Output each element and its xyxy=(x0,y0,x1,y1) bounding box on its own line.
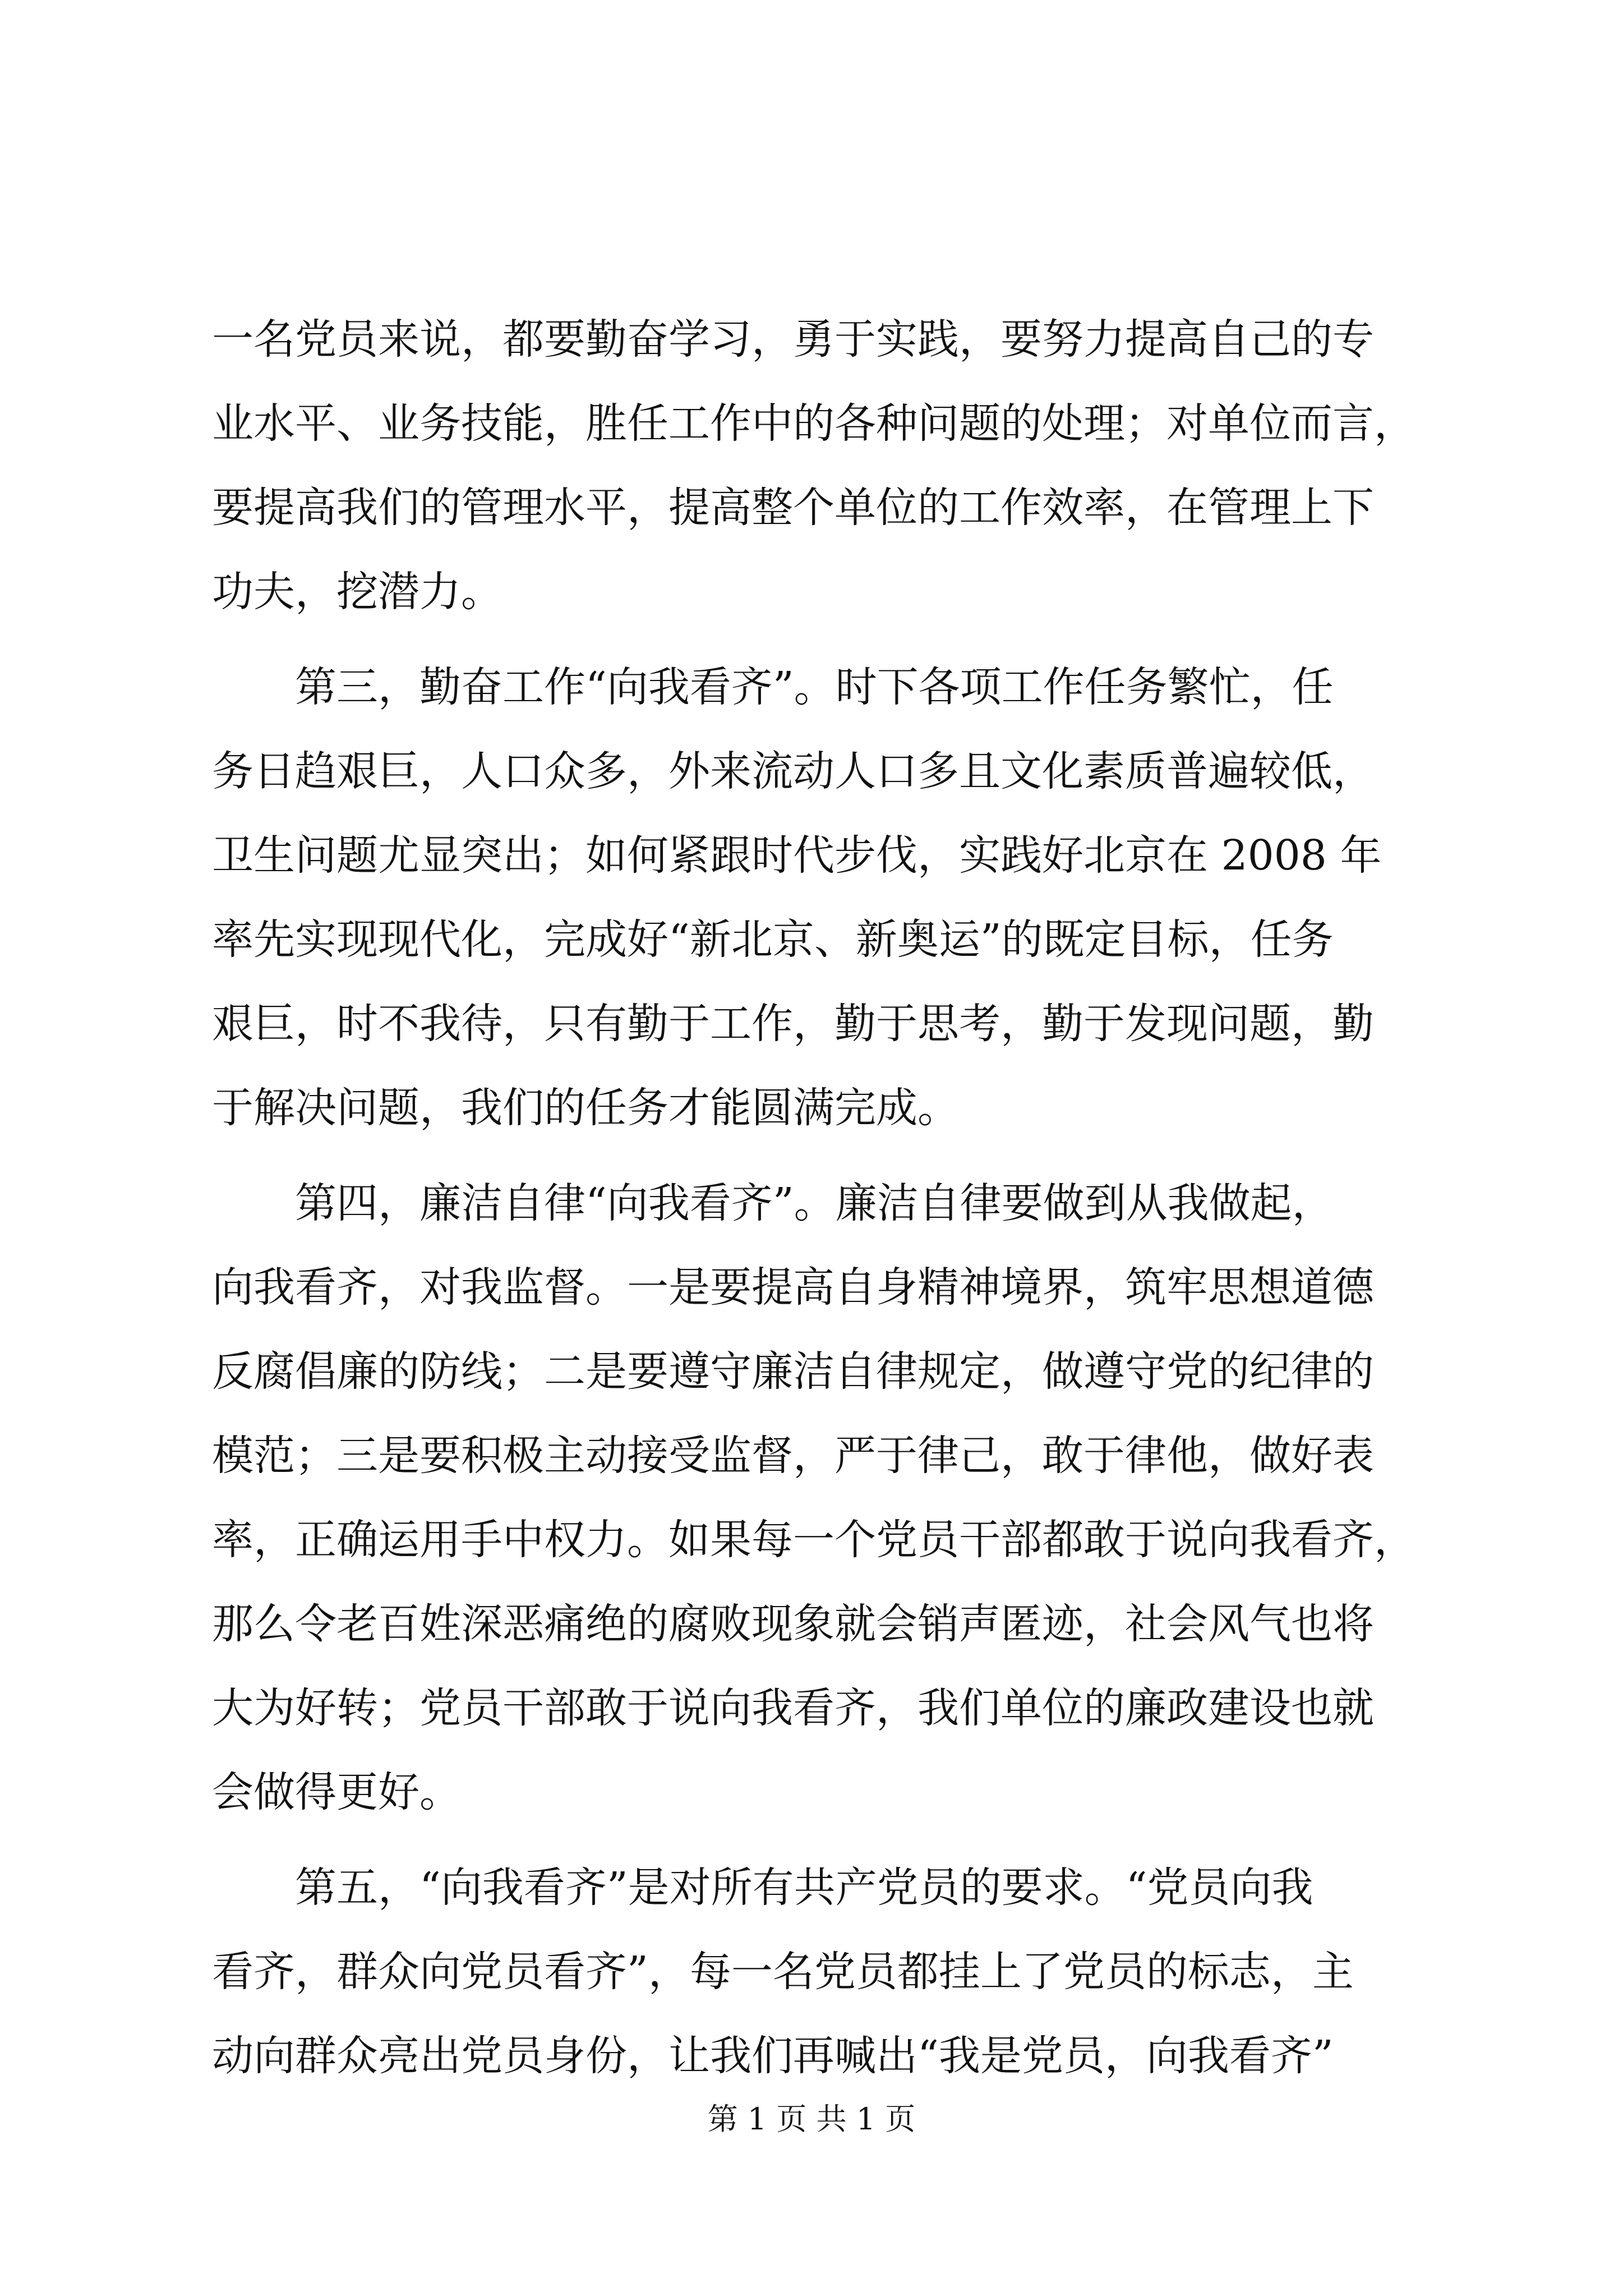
text-line: 动向群众亮出党员身份，让我们再喊出“我是党员，向我看齐” xyxy=(212,2032,1334,2080)
text-line: 务日趋艰巨，人口众多，外来流动人口多且文化素质普遍较低， xyxy=(212,747,1374,795)
text-line: 于解决问题，我们的任务才能圆满完成。 xyxy=(212,1084,959,1132)
text-line: 一名党员来说，都要勤奋学习，勇于实践，要努力提高自己的专 xyxy=(212,315,1374,364)
text-line: 艰巨，时不我待，只有勤于工作，勤于思考，勤于发现问题，勤 xyxy=(212,1000,1374,1048)
text-line: 要提高我们的管理水平，提高整个单位的工作效率，在管理上下 xyxy=(212,484,1374,532)
text-line: 反腐倡廉的防线；二是要遵守廉洁自律规定，做遵守党的纪律的 xyxy=(212,1347,1374,1396)
paragraph-start-line: 第三，勤奋工作“向我看齐”。时下各项工作任务繁忙，任 xyxy=(212,663,1334,711)
text-line: 那么令老百姓深恶痛绝的腐败现象就会销声匿迹，社会风气也将 xyxy=(212,1600,1374,1648)
text-line: 率先实现现代化，完成好“新北京、新奥运”的既定目标，任务 xyxy=(212,915,1334,964)
text-line: 卫生问题尤显突出；如何紧跟时代步伐，实践好北京在 2008 年 xyxy=(212,831,1382,880)
text-line: 率，正确运用手中权力。如果每一个党员干部都敢于说向我看齐， xyxy=(212,1516,1415,1564)
text-line: 业水平、业务技能，胜任工作中的各种问题的处理；对单位而言， xyxy=(212,399,1415,448)
page-number-footer: 第 1 页 共 1 页 xyxy=(707,2101,916,2137)
text-line: 功夫，挖潜力。 xyxy=(212,568,502,616)
text-line: 模范；三是要积极主动接受监督，严于律己，敢于律他，做好表 xyxy=(212,1432,1374,1480)
text-line: 大为好转；党员干部敢于说向我看齐，我们单位的廉政建设也就 xyxy=(212,1684,1374,1732)
text-line: 向我看齐，对我监督。一是要提高自身精神境界，筑牢思想道德 xyxy=(212,1263,1374,1312)
document-body xyxy=(212,297,1423,2098)
text-line: 看齐，群众向党员看齐”，每一名党员都挂上了党员的标志，主 xyxy=(212,1948,1354,1996)
paragraph-start-line: 第四，廉洁自律“向我看齐”。廉洁自律要做到从我做起， xyxy=(212,1179,1334,1227)
paragraph-start-line: 第五，“向我看齐”是对所有共产党员的要求。“党员向我 xyxy=(212,1864,1313,1912)
text-line: 会做得更好。 xyxy=(212,1768,461,1816)
